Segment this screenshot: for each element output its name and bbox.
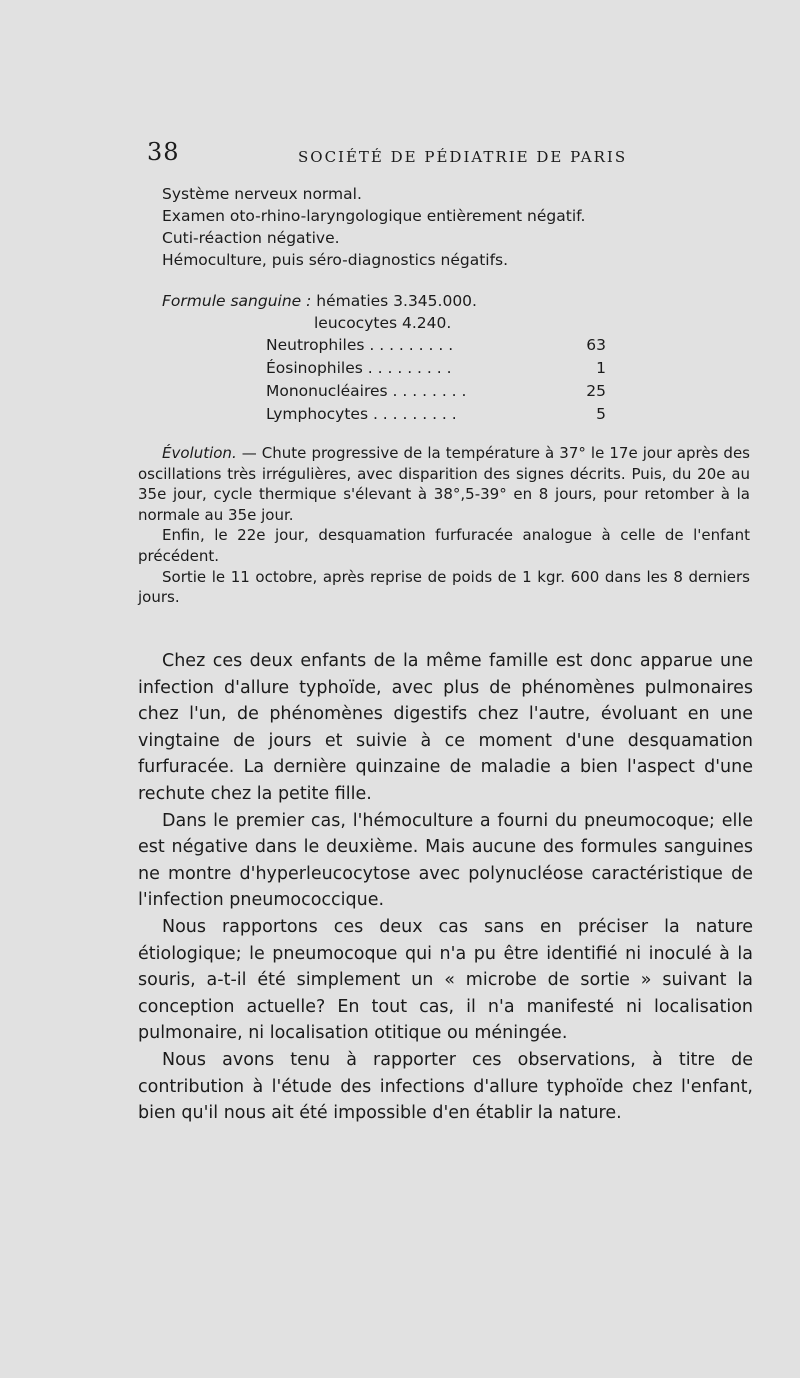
evolution-paragraph: Sortie le 11 octobre, après reprise de poids de 1 kgr. 600 dans les 8 derniers jours.: [138, 567, 750, 607]
cell-name: Éosinophiles . . . . . . . . .: [266, 359, 452, 377]
cell-value: 1: [596, 359, 606, 377]
discussion-paragraph: Dans le premier cas, l'hémoculture a fourni du pneumocoque; elle est négative dans le deuxième. Mais aucune des formules sanguines ne montre d'hyperleucocytose avec polynucléose caractéristique de l'infection pneumococcique.: [138, 810, 753, 911]
formula-row-leucocytes: [162, 312, 662, 334]
discussion-paragraph: Chez ces deux enfants de la même famille est donc apparue une infection d'allure typhoïde, avec plus de phénomènes pulmonaires chez l'un, de phénomènes digestifs chez l'autre, évoluant en une vingtaine de jours et suivie à ce moment d'une desquamation furfuracée. La dernière quinzaine de maladie a bien l'aspect d'une rechute chez la petite fille.: [138, 651, 753, 804]
exam-line: Système nerveux normal.: [162, 185, 362, 203]
formula-row-hematies: [162, 290, 662, 312]
discussion-paragraph: Nous rapportons ces deux cas sans en préciser la nature étiologique; le pneumocoque qui n'a pu être identifié ni inoculé à la souris, a-t-il été simplement un « microbe de sortie » suivant la conception actuelle? En tout cas, il n'a manifesté ni localisation pulmonaire, ni localisation otitique ou méningée.: [138, 916, 753, 1044]
cell-value: 25: [586, 382, 606, 400]
evolution-heading: Évolution.: [162, 444, 237, 462]
formula-label: Formule sanguine :: [162, 292, 312, 310]
formula-hematies: hématies 3.345.000.: [316, 292, 477, 310]
cell-row: [266, 380, 606, 403]
blood-formula: [162, 290, 662, 334]
cell-name: Mononucléaires . . . . . . . .: [266, 382, 467, 400]
discussion-paragraph: Nous avons tenu à rapporter ces observations, à titre de contribution à l'étude des infections d'allure typhoïde chez l'enfant, bien qu'il nous ait été impossible d'en établir la nature.: [138, 1049, 753, 1124]
evolution-text: — Chute progressive de la température à 37° le 17e jour après des oscillations très irrégulières, avec disparition des signes décrits. Puis, du 20e au 35e jour, cycle thermique s'élevant à 38°,5-39° en 8 jours, pour retomber à la normale au 35e jour.: [138, 444, 750, 524]
cell-value: 63: [586, 336, 606, 354]
cell-row: [266, 334, 606, 357]
cell-value: 5: [596, 405, 606, 423]
discussion: [138, 648, 753, 1127]
cell-row: [266, 357, 606, 380]
page-number: 38: [147, 138, 180, 166]
evolution-paragraph: Enfin, le 22e jour, desquamation furfuracée analogue à celle de l'enfant précédent.: [138, 526, 750, 565]
cell-name: Neutrophiles . . . . . . . . .: [266, 336, 454, 354]
running-header: SOCIÉTÉ DE PÉDIATRIE DE PARIS: [298, 148, 628, 166]
exam-line: Cuti-réaction négative.: [162, 229, 340, 247]
exam-line: Examen oto-rhino-laryngologique entièrement négatif.: [162, 207, 586, 225]
formula-leucocytes: leucocytes 4.240.: [314, 314, 452, 332]
exam-results: [162, 183, 762, 271]
cell-name: Lymphocytes . . . . . . . . .: [266, 405, 457, 423]
exam-line: Hémoculture, puis séro-diagnostics négatifs.: [162, 251, 509, 269]
evolution-section: [138, 443, 750, 608]
cell-row: [266, 403, 606, 426]
evolution-paragraph: [138, 443, 750, 525]
